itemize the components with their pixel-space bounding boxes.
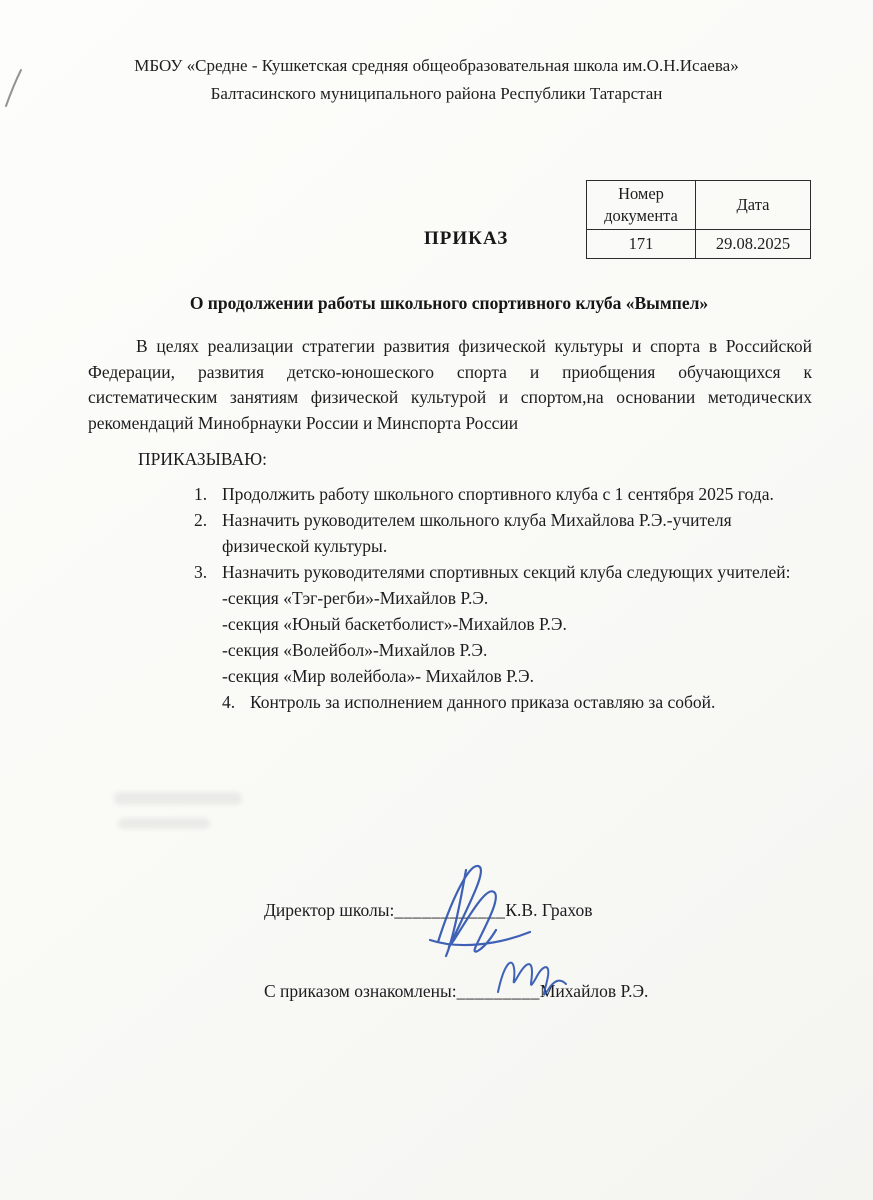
doc-number-table bbox=[586, 180, 811, 259]
doc-date-value: 29.08.2025 bbox=[696, 230, 811, 259]
acknowledged-label: С приказом ознакомлены: bbox=[264, 981, 457, 1001]
list-text: Продолжить работу школьного спортивного клуба с 1 сентября 2025 года. bbox=[222, 484, 774, 504]
list-text: -секция «Юный баскетболист»-Михайлов Р.Э. bbox=[222, 614, 567, 634]
section-line-2 bbox=[222, 611, 818, 637]
section-line-3 bbox=[222, 637, 818, 663]
preamble-paragraph: В целях реализации стратегии развития физической культуры и спорта в Российской Федерации, развития детско-юношеского спорта и приобщения обучающихся к систематическим занятиям физической культурой и спортом,на основании методических рекомендаций Минобрнауки России и Минспорта России bbox=[88, 336, 812, 433]
order-list bbox=[194, 481, 818, 715]
list-marker: 1. bbox=[194, 484, 208, 504]
order-word: ПРИКАЗЫВАЮ: bbox=[138, 449, 267, 469]
list-item-4 bbox=[222, 689, 818, 715]
list-item-3 bbox=[194, 559, 818, 585]
table-header-date: Дата bbox=[696, 181, 811, 230]
pen-mark-artifact bbox=[2, 62, 32, 112]
section-line-4 bbox=[222, 663, 818, 689]
table-header-number: Номер документа bbox=[587, 181, 696, 230]
list-text: Назначить руководителями спортивных секций клуба следующих учителей: bbox=[222, 562, 791, 582]
list-text: -секция «Мир волейбола»- Михайлов Р.Э. bbox=[222, 666, 534, 686]
district-name: Балтасинского муниципального района Республики Татарстан bbox=[210, 84, 663, 103]
acknowledged-signature-row bbox=[264, 981, 648, 1002]
order-title: О продолжении работы школьного спортивного клуба «Вымпел» bbox=[189, 293, 709, 313]
list-text: Назначить руководителем школьного клуба Михайлова Р.Э.-учителя физической культуры. bbox=[222, 510, 732, 556]
school-name: МБОУ «Средне - Кушкетская средняя общеобразовательная школа им.О.Н.Исаева» bbox=[134, 56, 739, 75]
list-marker: 2. bbox=[194, 510, 208, 530]
list-marker: 4. bbox=[222, 692, 236, 712]
list-item-2 bbox=[194, 507, 818, 559]
list-text: -секция «Тэг-регби»-Михайлов Р.Э. bbox=[222, 588, 489, 608]
signature-line: _________ bbox=[456, 981, 540, 1001]
director-signature-row bbox=[264, 900, 592, 921]
section-line-1 bbox=[222, 585, 818, 611]
doc-number-value: 171 bbox=[587, 230, 696, 259]
director-name: К.В. Грахов bbox=[505, 900, 593, 920]
doc-type-label: ПРИКАЗ bbox=[424, 228, 509, 249]
list-item-1 bbox=[194, 481, 818, 507]
document-header bbox=[40, 52, 833, 108]
list-marker: 3. bbox=[194, 562, 208, 582]
acknowledged-name: Михайлов Р.Э. bbox=[539, 981, 649, 1001]
scan-smudge bbox=[118, 818, 210, 829]
list-text: Контроль за исполнением данного приказа оставляю за собой. bbox=[250, 692, 716, 712]
list-text: -секция «Волейбол»-Михайлов Р.Э. bbox=[222, 640, 488, 660]
scan-smudge bbox=[114, 792, 242, 805]
signature-line: ____________ bbox=[394, 900, 506, 920]
director-label: Директор школы: bbox=[264, 900, 395, 920]
